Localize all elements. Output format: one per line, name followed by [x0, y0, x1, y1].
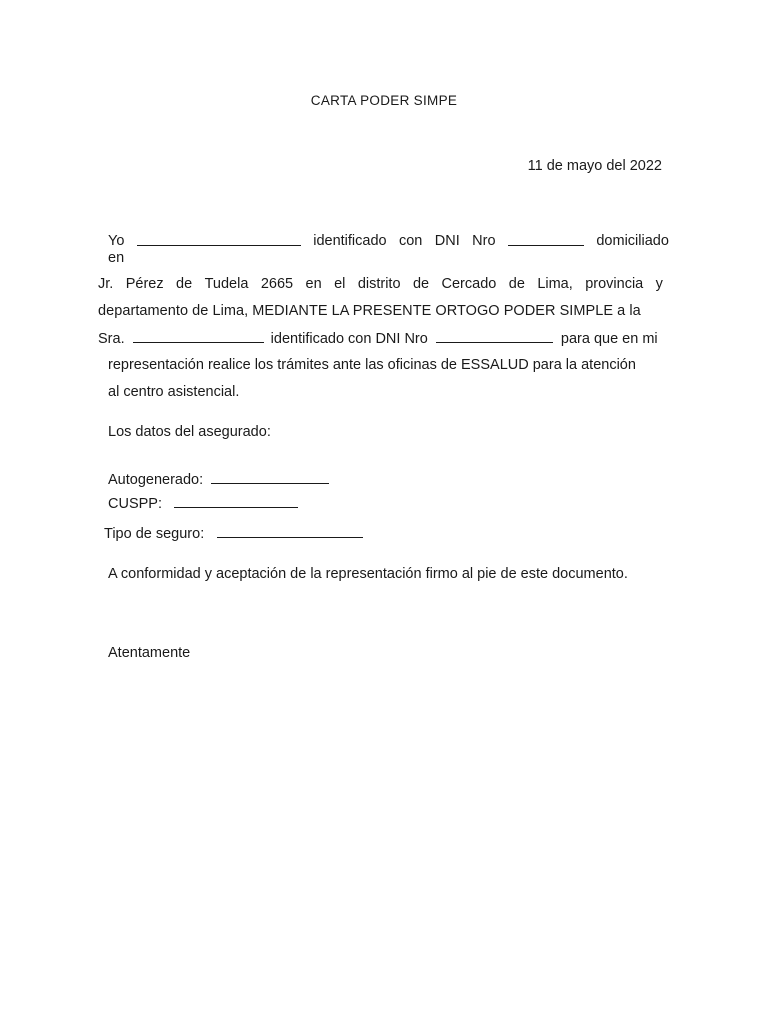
representative-blank [133, 330, 264, 343]
body-word: Pérez [125, 276, 164, 292]
tipo-seguro-blank [217, 525, 363, 538]
body-line-6: al centro asistencial. [108, 384, 240, 400]
cuspp-blank [174, 495, 298, 508]
body-line-4: Sra. identificado con DNI Nro para que en mi [98, 331, 658, 347]
body-line-3: departamento de Lima, MEDIANTE LA PRESENTE ORTOGO PODER SIMPLE a la [98, 303, 641, 319]
autogenerado-blank [211, 471, 329, 484]
body-word: Jr. [98, 276, 114, 292]
conformity-statement: A conformidad y aceptación de la representación firmo al pie de este documento. [108, 566, 628, 582]
body-word: Cercado [441, 276, 497, 292]
body-word: y [655, 276, 663, 292]
body-line-5: representación realice los trámites ante las oficinas de ESSALUD para la atención [108, 357, 636, 373]
document-date: 11 de mayo del 2022 [527, 158, 662, 174]
document-title: CARTA PODER SIMPE [310, 93, 458, 108]
body-word: distrito [357, 276, 401, 292]
closing-greeting: Atentamente [108, 645, 191, 661]
body-line-1: Yo identificado con DNI Nro domiciliado [108, 233, 669, 249]
name-blank [137, 233, 301, 246]
body-line-2 [98, 276, 663, 292]
body-word: de [508, 276, 525, 292]
dni-blank [508, 233, 584, 246]
cuspp-field: CUSPP: [108, 495, 298, 512]
body-line-1-wrap: en [108, 250, 125, 266]
insured-heading: Los datos del asegurado: [108, 424, 271, 440]
tipo-seguro-field: Tipo de seguro: [104, 525, 363, 542]
body-word: provincia [585, 276, 644, 292]
autogenerado-field: Autogenerado: [108, 471, 329, 488]
body-word: de [412, 276, 430, 292]
body-word: el [334, 276, 346, 292]
body-word: 2665 [260, 276, 294, 292]
body-word: de [176, 276, 193, 292]
body-word: en [305, 276, 322, 292]
body-word: Tudela [204, 276, 249, 292]
representative-dni-blank [436, 330, 553, 343]
body-word: Lima, [537, 276, 573, 292]
